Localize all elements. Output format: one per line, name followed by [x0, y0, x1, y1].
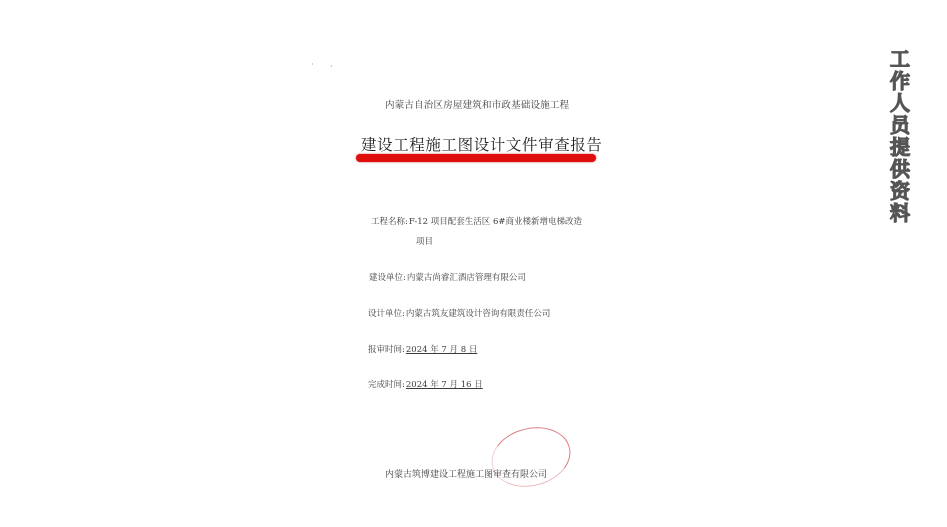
header-organization: 内蒙古自治区房屋建筑和市政基础设施工程	[385, 100, 570, 111]
submission-date-value: 2024 年 7 月 8 日	[405, 345, 478, 355]
side-label-char: 人	[890, 91, 910, 115]
side-label-char: 员	[890, 113, 910, 137]
submission-date-label: 报审时间:	[368, 345, 405, 355]
scan-speck: ·	[330, 62, 333, 71]
completion-date-value: 2024 年 7 月 16 日	[405, 380, 483, 390]
design-unit-label: 设计单位:	[368, 309, 405, 319]
footer-organization: 内蒙古筑博建设工程施工图审查有限公司	[385, 470, 548, 480]
design-unit-field	[368, 307, 550, 319]
completion-date-field	[368, 378, 483, 390]
builder-unit-value: 内蒙古尚睿汇酒店管理有限公司	[406, 273, 526, 283]
submission-date-field	[368, 343, 477, 355]
red-seal-stamp	[485, 419, 577, 495]
side-label-char: 提	[890, 135, 910, 159]
builder-unit-field	[369, 271, 526, 283]
scan-speck: ·	[311, 60, 314, 69]
builder-unit-label: 建设单位:	[369, 273, 406, 283]
project-name-value: F-12 项目配套生活区 6#商业楼新增电梯改造	[408, 217, 583, 227]
side-vertical-label	[884, 48, 916, 224]
side-label-char: 料	[890, 201, 910, 225]
report-title: 建设工程施工图设计文件审查报告	[361, 136, 603, 154]
side-label-char: 作	[890, 69, 910, 93]
side-label-char: 供	[890, 157, 910, 181]
red-highlight-underline	[356, 154, 596, 162]
completion-date-label: 完成时间:	[368, 380, 405, 390]
project-name-label: 工程名称:	[371, 217, 408, 227]
side-label-char: 工	[890, 47, 910, 71]
project-name-value-continued: 项目	[416, 237, 434, 247]
design-unit-value: 内蒙古筑友建筑设计咨询有限责任公司	[405, 309, 551, 319]
side-label-char: 资	[890, 179, 910, 203]
project-name-field	[371, 215, 582, 227]
